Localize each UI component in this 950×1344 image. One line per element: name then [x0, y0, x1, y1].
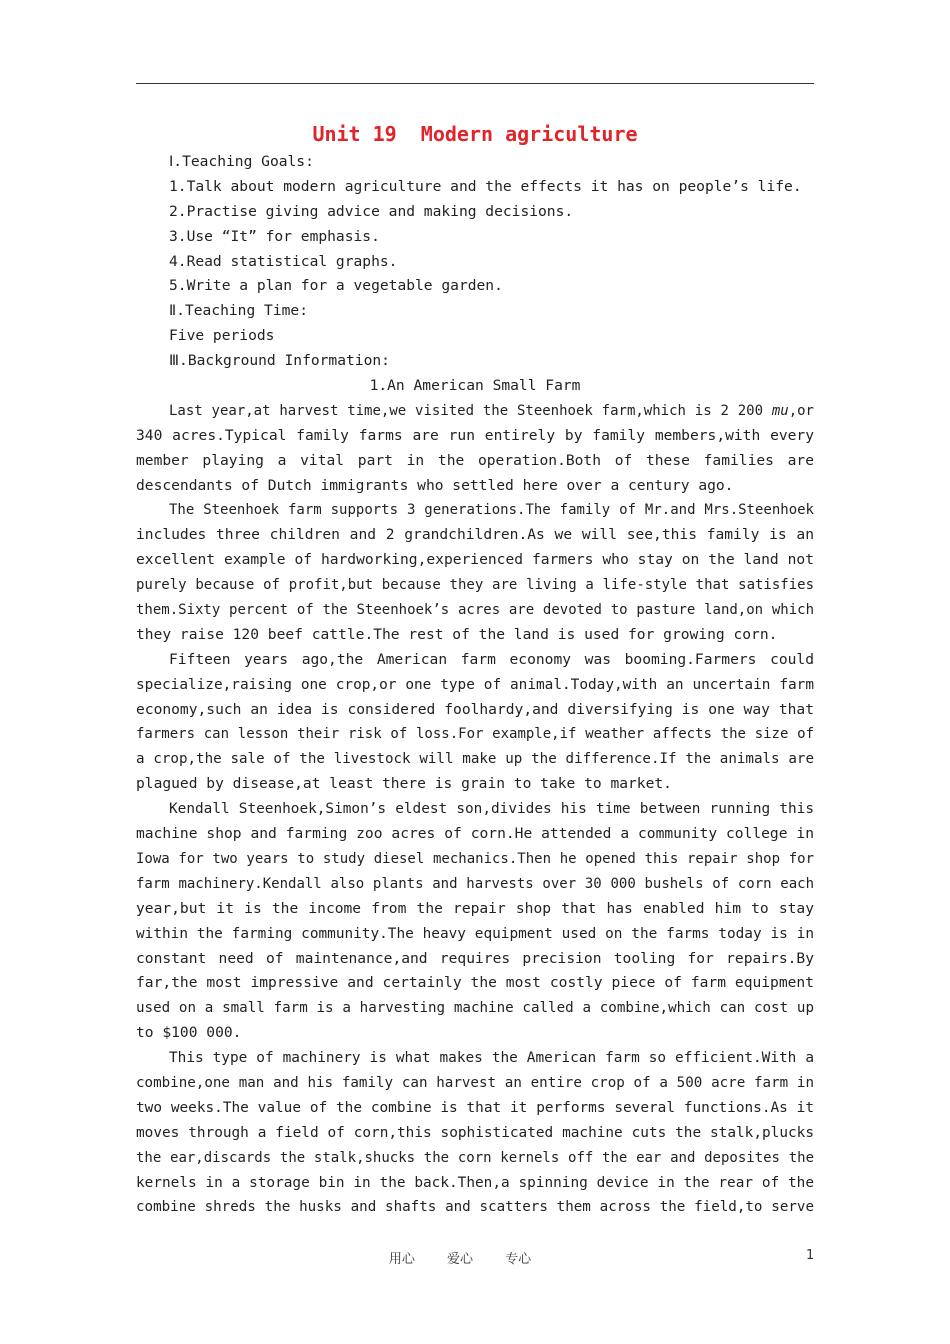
paragraph-line: combine shreds the husks and shafts and scatters them across the field,to serve [136, 1199, 814, 1216]
paragraph-line: farmers can lesson their risk of loss.For example,if weather affects the size of [136, 726, 814, 743]
goal-item: 3.Use “It” for emphasis. [169, 227, 380, 245]
paragraph-line: excellent example of hardworking,experienced farmers who stay on the land not [136, 551, 814, 569]
time-value: Five periods [169, 327, 275, 345]
header-rule [136, 83, 814, 84]
goal-item: 1.Talk about modern agriculture and the effects it has on people’s life. [169, 177, 802, 195]
paragraph-line: purely because of profit,but because they are living a life-style that satisfies [136, 577, 814, 594]
background-heading: Ⅲ.Background Information: [169, 352, 390, 370]
paragraph-line: moves through a field of corn,this sophisticated machine cuts the stalk,plucks [136, 1124, 814, 1141]
goal-item: 5.Write a plan for a vegetable garden. [169, 277, 503, 295]
paragraph-line: This type of machinery is what makes the American farm so efficient.With a [169, 1050, 814, 1067]
page-footer [0, 1248, 950, 1268]
paragraph-line: Kendall Steenhoek,Simon’s eldest son,divides his time between running this [169, 801, 814, 818]
paragraph-line: economy,such an idea is considered foolhardy,and diversifying is one way that [136, 700, 814, 718]
paragraph-line: constant need of maintenance,and requires precision tooling for repairs.By [136, 949, 814, 967]
paragraph-line: within the farming community.The heavy equipment used on the farms today is in [136, 925, 814, 942]
paragraph-line: year,but it is the income from the repair shop that has enabled him to stay [136, 899, 814, 917]
paragraph-line: kernels in a storage bin in the back.Then,a spinning device in the rear of the [136, 1174, 814, 1191]
paragraph-line: a crop,the sale of the livestock will make up the difference.If the animals are [136, 751, 814, 768]
text-span: ,or [788, 402, 814, 419]
page-title: Unit 19 Modern agriculture [312, 122, 638, 146]
paragraph-line: Iowa for two years to study diesel mechanics.Then he opened this repair shop for [136, 850, 814, 867]
paragraph-line: used on a small farm is a harvesting machine called a combine,which can cost up [136, 1000, 814, 1017]
paragraph-line: Fifteen years ago,the American farm economy was booming.Farmers could [169, 650, 814, 668]
paragraph-line: 340 acres.Typical family farms are run entirely by family members,with every [136, 426, 814, 444]
paragraph-line: far,the most impressive and certainly the most costly piece of farm equipment [136, 974, 814, 992]
paragraph-line: specialize,raising one crop,or one type of animal.Today,with an uncertain farm [136, 676, 814, 693]
footer-word: 用心 [388, 1252, 415, 1267]
paragraph-line: farm machinery.Kendall also plants and harvests over 30 000 bushels of corn each [136, 875, 814, 892]
paragraph-line: two weeks.The value of the combine is that it performs several functions.As it [136, 1099, 814, 1116]
goals-heading: Ⅰ.Teaching Goals: [169, 153, 314, 170]
paragraph-line: they raise 120 beef cattle.The rest of the land is used for growing corn. [136, 625, 778, 643]
paragraph-line: member playing a vital part in the operation.Both of these families are [136, 451, 814, 469]
paragraph-line: machine shop and farming zoo acres of corn.He attended a community college in [136, 825, 814, 843]
footer-word: 爱心 [446, 1252, 473, 1267]
document-body [136, 150, 814, 1220]
mu-unit: mu [771, 402, 789, 419]
footer-word: 专心 [505, 1252, 532, 1267]
paragraph-line: descendants of Dutch immigrants who settled here over a century ago. [136, 476, 734, 494]
paragraph-line: the ear,discards the stalk,shucks the corn kernels off the ear and deposites the [136, 1149, 814, 1166]
paragraph-line: includes three children and 2 grandchildren.As we will see,this family is an [136, 526, 814, 544]
paragraph-line: to $100 000. [136, 1024, 242, 1042]
paragraph-line [136, 399, 814, 424]
paragraph-line: plagued by disease,at least there is grain to take to market. [136, 775, 672, 793]
text-span: Last year,at harvest time,we visited the Steenhoek farm,which is 2 200 [169, 402, 772, 419]
footer-motto [0, 1248, 920, 1267]
paragraph-line: combine,one man and his family can harvest an entire crop of a 500 acre farm in [136, 1074, 814, 1091]
paragraph-line: them.Sixty percent of the Steenhoek’s acres are devoted to pasture land,on which [136, 602, 814, 619]
paragraph-line: The Steenhoek farm supports 3 generations.The family of Mr.and Mrs.Steenhoek [169, 502, 814, 519]
section-subtitle: 1.An American Small Farm [369, 377, 581, 395]
time-heading: Ⅱ.Teaching Time: [169, 302, 308, 320]
goal-item: 2.Practise giving advice and making decisions. [169, 202, 574, 220]
goal-item: 4.Read statistical graphs. [169, 252, 398, 270]
page-number: 1 [806, 1248, 815, 1263]
